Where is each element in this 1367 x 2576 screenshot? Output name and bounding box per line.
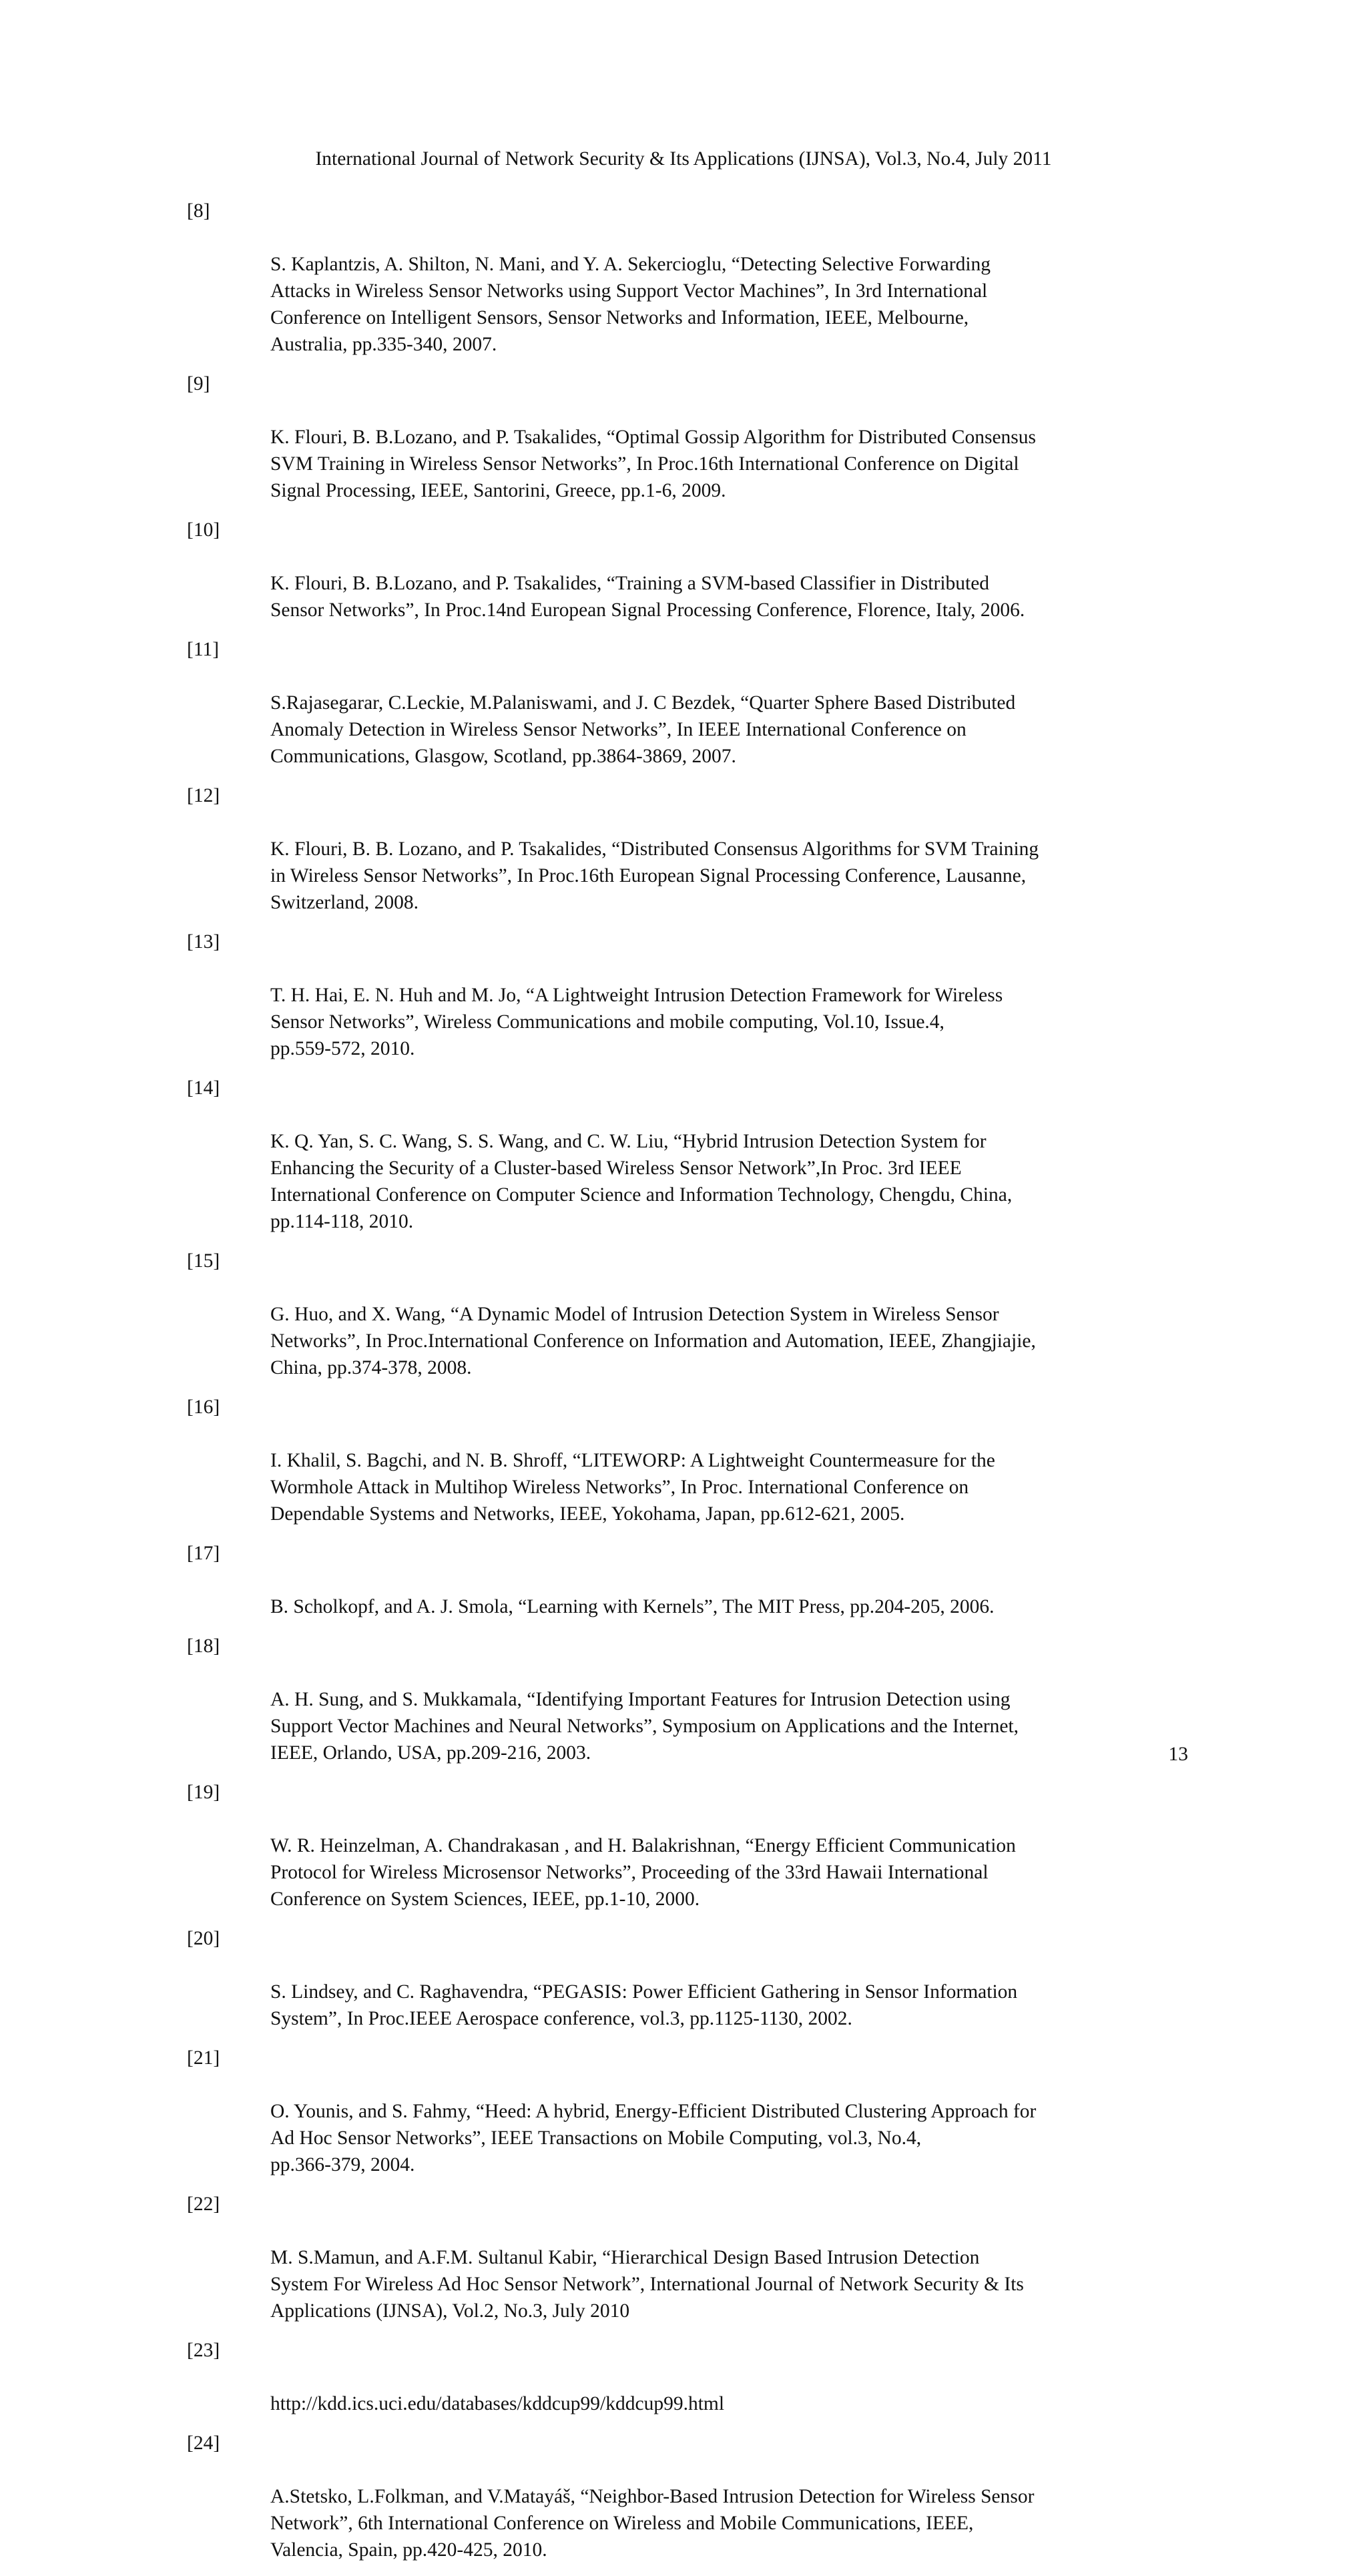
reference-text: B. Scholkopf, and A. J. Smola, “Learning with Kernels”, The MIT Press, pp.204-205, 2006. bbox=[270, 1596, 995, 1617]
reference-item bbox=[187, 929, 1188, 1062]
reference-number: [9] bbox=[187, 373, 210, 395]
reference-number: [16] bbox=[187, 1396, 220, 1418]
reference-number: [21] bbox=[187, 2047, 220, 2069]
reference-number: [22] bbox=[187, 2194, 220, 2215]
reference-item bbox=[187, 517, 1188, 623]
reference-text: http://kdd.ics.uci.edu/databases/kddcup99/kddcup99.html bbox=[270, 2393, 725, 2414]
reference-text: K. Q. Yan, S. C. Wang, S. S. Wang, and C. W. Liu, “Hybrid Intrusion Detection System for Enhancing the Security of a Cluster-based Wireless Sensor Network”,In Proc. 3rd IEEE International Conference on Computer Science and Information Technology, Chengdu, China, pp.114-118, 2010. bbox=[270, 1131, 1013, 1232]
reference-text: A. H. Sung, and S. Mukkamala, “Identifying Important Features for Intrusion Detection using Support Vector Machines and Neural Networks”, Symposium on Applications and the Internet, IEEE, Orlando, USA, pp.209-216, 2003. bbox=[270, 1689, 1019, 1764]
reference-item bbox=[187, 782, 1188, 916]
reference-item bbox=[187, 636, 1188, 770]
reference-item bbox=[187, 1075, 1188, 1235]
reference-item bbox=[187, 2045, 1188, 2178]
reference-item bbox=[187, 2337, 1188, 2417]
reference-number: [11] bbox=[187, 639, 220, 660]
reference-item bbox=[187, 1540, 1188, 1620]
reference-number: [18] bbox=[187, 1635, 220, 1657]
reference-list bbox=[187, 198, 1188, 2576]
reference-item bbox=[187, 2191, 1188, 2324]
reference-item bbox=[187, 2430, 1188, 2563]
reference-number: [15] bbox=[187, 1250, 220, 1272]
reference-number: [20] bbox=[187, 1928, 220, 1949]
reference-item bbox=[187, 198, 1188, 358]
reference-item bbox=[187, 370, 1188, 504]
reference-number: [17] bbox=[187, 1543, 220, 1564]
reference-number: [23] bbox=[187, 2340, 220, 2361]
reference-item bbox=[187, 1394, 1188, 1527]
reference-item bbox=[187, 1633, 1188, 1766]
reference-number: [8] bbox=[187, 200, 210, 222]
reference-text: K. Flouri, B. B.Lozano, and P. Tsakalides, “Training a SVM-based Classifier in Distributed Sensor Networks”, In Proc.14nd European Signal Processing Conference, Florence, Italy, 2006. bbox=[270, 573, 1025, 621]
running-header: International Journal of Network Security & Its Applications (IJNSA), Vol.3, No.4, July 2011 bbox=[315, 148, 1052, 170]
reference-text: O. Younis, and S. Fahmy, “Heed: A hybrid, Energy-Efficient Distributed Clustering Approach for Ad Hoc Sensor Networks”, IEEE Transactions on Mobile Computing, vol.3, No.4, pp.366-379, 2004. bbox=[270, 2101, 1037, 2175]
reference-text: S. Lindsey, and C. Raghavendra, “PEGASIS: Power Efficient Gathering in Sensor Information System”, In Proc.IEEE Aerospace conference, vol.3, pp.1125-1130, 2002. bbox=[270, 1981, 1018, 2029]
reference-text: I. Khalil, S. Bagchi, and N. B. Shroff, “LITEWORP: A Lightweight Countermeasure for the Wormhole Attack in Multihop Wireless Networks”, In Proc. International Conference on Dependable Systems and Networks, IEEE, Yokohama, Japan, pp.612-621, 2005. bbox=[270, 1450, 995, 1525]
reference-text: S. Kaplantzis, A. Shilton, N. Mani, and Y. A. Sekercioglu, “Detecting Selective Forwarding Attacks in Wireless Sensor Networks using Support Vector Machines”, In 3rd International Conference on Intelligent Sensors, Sensor Networks and Information, IEEE, Melbourne, Australia, pp.335-340, 2007. bbox=[270, 254, 991, 355]
reference-text: A.Stetsko, L.Folkman, and V.Matayáš, “Neighbor-Based Intrusion Detection for Wireless Sensor Network”, 6th International Conference on Wireless and Mobile Communications, IEEE, Valencia, Spain, pp.420-425, 2010. bbox=[270, 2486, 1035, 2561]
reference-number: [19] bbox=[187, 1782, 220, 1803]
reference-number: [12] bbox=[187, 785, 220, 806]
reference-text: M. S.Mamun, and A.F.M. Sultanul Kabir, “Hierarchical Design Based Intrusion Detection System For Wireless Ad Hoc Sensor Network”, International Journal of Network Security & Its Applications (IJNSA), Vol.2, No.3, July 2010 bbox=[270, 2247, 1024, 2322]
reference-item bbox=[187, 1248, 1188, 1381]
page-number: 13 bbox=[1168, 1744, 1188, 1765]
reference-text: K. Flouri, B. B.Lozano, and P. Tsakalides, “Optimal Gossip Algorithm for Distributed Consensus SVM Training in Wireless Sensor Networks”, In Proc.16th International Conference on Digital Signal Processing, IEEE, Santorini, Greece, pp.1-6, 2009. bbox=[270, 427, 1037, 501]
reference-text: K. Flouri, B. B. Lozano, and P. Tsakalides, “Distributed Consensus Algorithms for SVM Training in Wireless Sensor Networks”, In Proc.16th European Signal Processing Conference, Lausanne, Switzerland, 2008. bbox=[270, 838, 1039, 913]
reference-text: G. Huo, and X. Wang, “A Dynamic Model of Intrusion Detection System in Wireless Sensor Networks”, In Proc.International Conference on Information and Automation, IEEE, Zhangjiajie, China, pp.374-378, 2008. bbox=[270, 1304, 1036, 1378]
reference-number: [24] bbox=[187, 2432, 220, 2454]
reference-text: S.Rajasegarar, C.Leckie, M.Palaniswami, and J. C Bezdek, “Quarter Sphere Based Distributed Anomaly Detection in Wireless Sensor Networks”, In IEEE International Conference on Communications, Glasgow, Scotland, pp.3864-3869, 2007. bbox=[270, 692, 1016, 767]
reference-number: [10] bbox=[187, 519, 220, 541]
reference-item bbox=[187, 1925, 1188, 2032]
reference-item bbox=[187, 1779, 1188, 1912]
reference-text: T. H. Hai, E. N. Huh and M. Jo, “A Lightweight Intrusion Detection Framework for Wireless Sensor Networks”, Wireless Communications and mobile computing, Vol.10, Issue.4, pp.559-572, 2010. bbox=[270, 985, 1003, 1059]
reference-number: [14] bbox=[187, 1077, 220, 1099]
reference-number: [13] bbox=[187, 931, 220, 953]
reference-text: W. R. Heinzelman, A. Chandrakasan , and H. Balakrishnan, “Energy Efficient Communication Protocol for Wireless Microsensor Networks”, Proceeding of the 33rd Hawaii International Conference on System Sciences, IEEE, pp.1-10, 2000. bbox=[270, 1835, 1016, 1910]
